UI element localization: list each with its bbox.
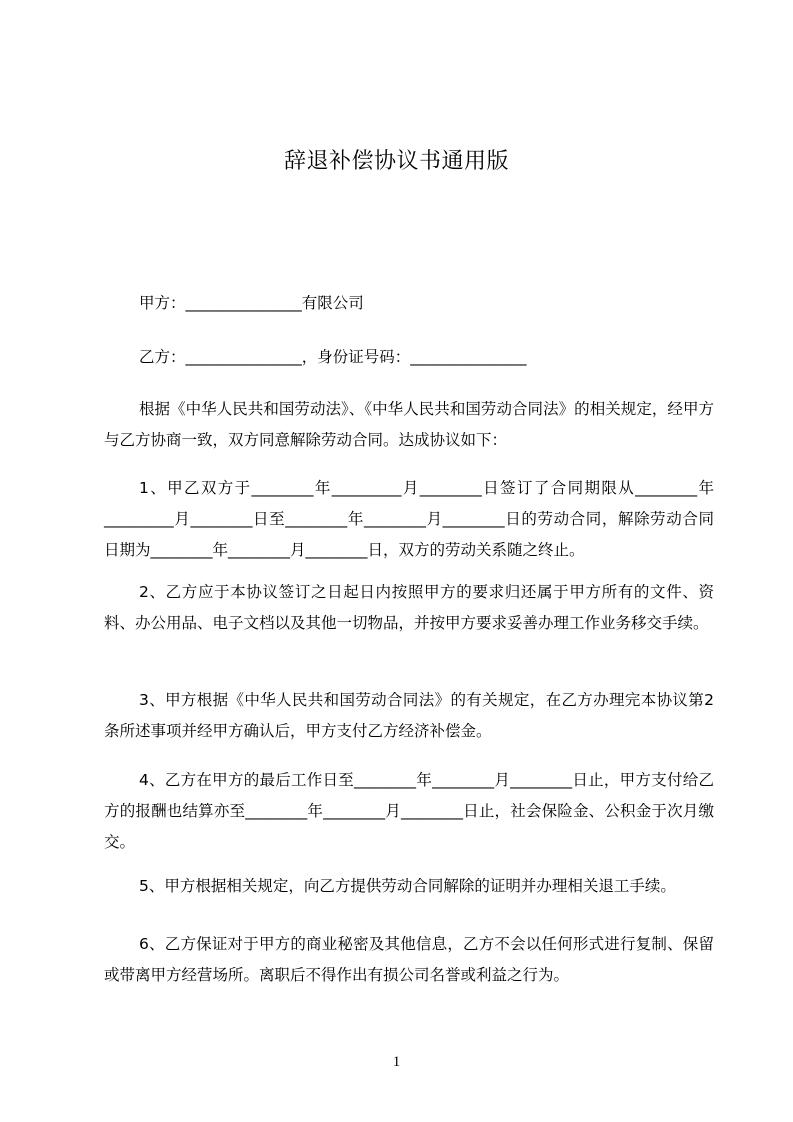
- clause-2: 2、乙方应于本协议签订之日起日内按照甲方的要求归还属于甲方所有的文件、资料、办公用品、电子文档以及其他一切物品，并按甲方要求妥善办理工作业务移交手续。: [104, 583, 714, 632]
- clause-1: 1、甲乙双方于________年_________月________日签订了合同期限从________年_________月________日至________年________月________日的劳动合同，解除劳动合同日期为________年________月________日，双方的劳动关系随之终止。: [104, 479, 714, 559]
- clause-4: 4、乙方在甲方的最后工作日至________年________月________日止，甲方支付给乙方的报酬也结算亦至________年________月________日止，社会保险金、公积金于次月缴交。: [104, 771, 714, 851]
- preamble-paragraph: 根据《中华人民共和国劳动法》、《中华人民共和国劳动合同法》的相关规定，经甲方与乙方协商一致，双方同意解除劳动合同。达成协议如下：: [104, 400, 714, 449]
- clause-6: 6、乙方保证对于甲方的商业秘密及其他信息，乙方不会以任何形式进行复制、保留或带离甲方经营场所。离职后不得作出有损公司名誉或利益之行为。: [104, 935, 714, 984]
- page-number: 1: [392, 1054, 401, 1070]
- party-a-line: 甲方：_______________有限公司: [139, 294, 364, 312]
- party-b-line: 乙方：_______________，身份证号码：_______________: [139, 348, 527, 366]
- document-title: 辞退补偿协议书通用版: [283, 149, 509, 174]
- clause-5: 5、甲方根据相关规定，向乙方提供劳动合同解除的证明并办理相关退工手续。: [139, 877, 676, 895]
- clause-3: 3、甲方根据《中华人民共和国劳动合同法》的有关规定，在乙方办理完本协议第2条所述事项并经甲方确认后，甲方支付乙方经济补偿金。: [104, 691, 714, 740]
